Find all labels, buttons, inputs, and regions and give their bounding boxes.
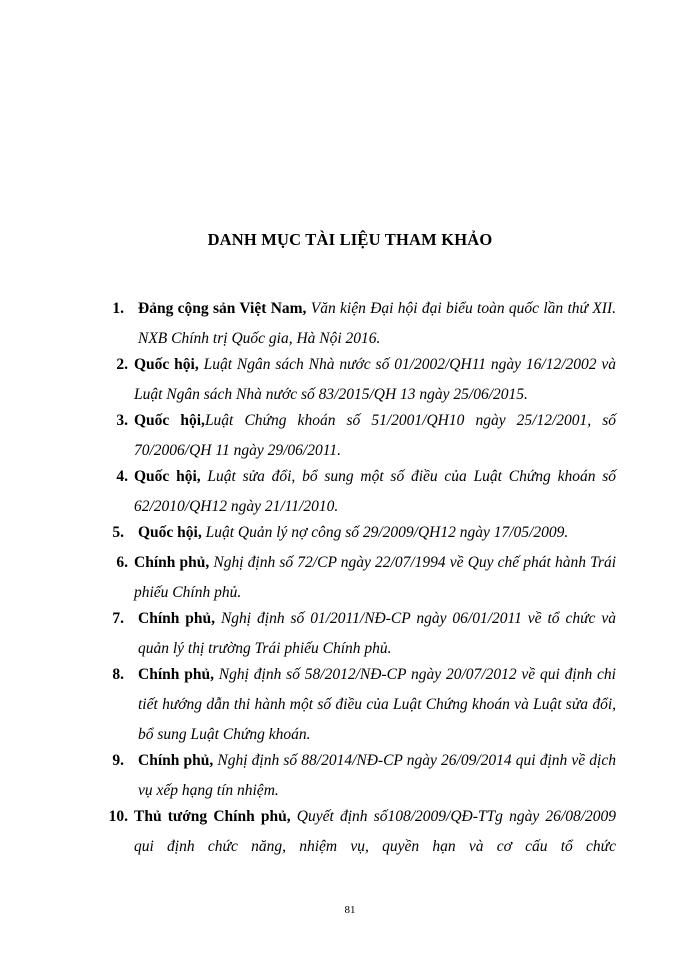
reference-work: Nghị định số 01/2011/NĐ-CP ngày 06/01/2011 về tổ chức và quản lý thị trường Trái phiếu Chính phủ. [138,610,616,657]
reference-number: 1. [112,300,124,317]
reference-number: 6. [116,554,128,571]
reference-text [134,462,616,522]
reference-number: 8. [112,666,124,683]
reference-text [138,604,616,664]
reference-work: Luật Ngân sách Nhà nước số 01/2002/QH11 ngày 16/12/2002 và Luật Ngân sách Nhà nước số 83/2015/QH 13 ngày 25/06/2015. [134,356,617,403]
reference-work: Luật sửa đổi, bổ sung một số điều của Luật Chứng khoán số 62/2010/QH12 ngày 21/11/2010. [134,468,617,515]
reference-text [138,294,616,354]
reference-text [134,802,616,862]
reference-number: 5. [112,524,124,541]
reference-author: Quốc hội, [134,468,201,485]
page-title: DANH MỤC TÀI LIỆU THAM KHẢO [207,230,493,249]
reference-work: Nghị định số 88/2014/NĐ-CP ngày 26/09/2014 qui định về dịch vụ xếp hạng tín nhiệm. [138,752,616,799]
page-number: 81 [344,904,356,916]
reference-text [138,660,616,750]
reference-author: Thủ tướng Chính phủ, [134,808,291,825]
reference-number: 2. [116,356,128,373]
reference-number: 4. [116,468,128,485]
reference-author: Chính phủ, [134,554,210,571]
reference-work: Nghị định số 58/2012/NĐ-CP ngày 20/07/2012 về qui định chi tiết hướng dẫn thi hành một số điều của Luật Chứng khoán và Luật sửa đổi, bổ sung Luật Chứng khoán. [138,666,616,743]
reference-number: 9. [112,752,124,769]
reference-author: Chính phủ, [138,610,216,627]
reference-text [134,350,616,410]
reference-text [138,746,616,806]
reference-number: 7. [112,610,124,627]
reference-author: Đảng cộng sản Việt Nam, [138,300,307,317]
reference-author: Chính phủ, [138,666,214,683]
reference-author: Chính phủ, [138,752,214,769]
reference-work: Văn kiện Đại hội đại biểu toàn quốc lần thứ XII. NXB Chính trị Quốc gia, Hà Nội 2016. [138,300,616,347]
reference-work: Luật Chứng khoán số 51/2001/QH10 ngày 25/12/2001, số 70/2006/QH 11 ngày 29/06/2011. [134,412,617,459]
reference-work: Nghị định số 72/CP ngày 22/07/1994 về Quy chế phát hành Trái phiếu Chính phủ. [134,554,616,601]
reference-author: Quốc hội, [134,412,205,429]
reference-text [134,406,616,466]
reference-work: Luật Quản lý nợ công số 29/2009/QH12 ngày 17/05/2009. [201,524,569,541]
reference-text [134,548,616,608]
reference-text [138,518,616,548]
reference-work: Quyết định số108/2009/QĐ-TTg ngày 26/08/2009 qui định chức năng, nhiệm vụ, quyền hạn và cơ cấu tổ chức [134,808,616,855]
reference-number: 3. [116,412,128,429]
reference-author: Quốc hội, [138,524,202,541]
reference-number: 10. [108,808,128,825]
reference-author: Quốc hội, [134,356,199,373]
